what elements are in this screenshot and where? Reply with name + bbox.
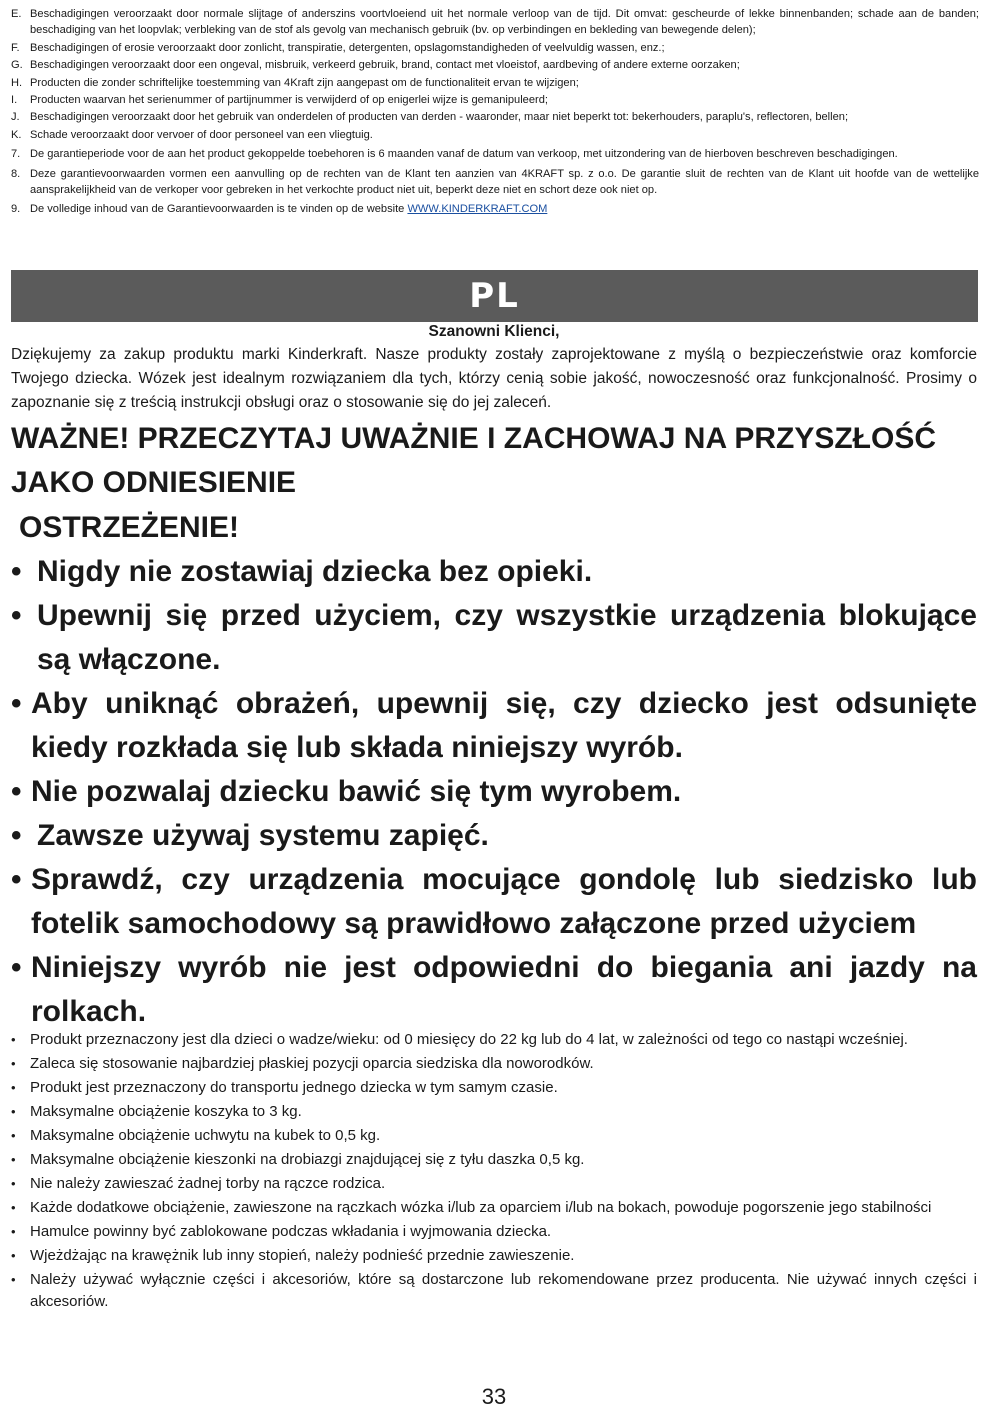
warning-item: • Upewnij się przed użyciem, czy wszystkie urządzenia blokujące są włączone. bbox=[11, 594, 977, 682]
bullet-icon: • bbox=[11, 1176, 16, 1191]
bullet-icon: • bbox=[11, 1056, 16, 1071]
bullet-icon: • bbox=[11, 687, 22, 720]
nl-warranty-list bbox=[11, 6, 979, 218]
important-heading: WAŻNE! PRZECZYTAJ UWAŻNIE I ZACHOWAJ NA PRZYSZŁOŚĆ JAKO ODNIESIENIE bbox=[11, 422, 937, 499]
page-number: 33 bbox=[481, 1384, 507, 1409]
bullet-icon: • bbox=[11, 1080, 16, 1095]
bullet-icon: • bbox=[11, 1224, 16, 1239]
warning-item: • Niniejszy wyrób nie jest odpowiedni do biegania ani jazdy na rolkach. bbox=[11, 946, 977, 1034]
warnings-list bbox=[11, 550, 977, 1034]
list-item: G. Beschadigingen veroorzaakt door een ongeval, misbruik, verkeerd gebruik, brand, contact met vloeistof, aardbeving of andere externe oorzaken; bbox=[11, 59, 740, 72]
bullet-icon: • bbox=[11, 1128, 16, 1143]
list-item: • Produkt jest przeznaczony do transportu jednego dziecka w tym samym czasie. bbox=[11, 1077, 977, 1099]
bullet-icon: • bbox=[11, 775, 22, 808]
warning-heading: OSTRZEŻENIE! bbox=[19, 511, 240, 544]
bullet-icon: • bbox=[11, 1104, 16, 1119]
list-item: E. Beschadigingen veroorzaakt door normale slijtage of anderszins voortvloeiend uit het normale verloop van de tijd. Dit omvat: gescheurde of lekke binnenbanden; schade aan de banden; beschadiging van het loopvlak; verbleking van de stof als gevolg van mechanisch gebruik (bv. op verbindingen en bekleding van bewegende delen); bbox=[11, 8, 979, 37]
bullet-icon: • bbox=[11, 819, 22, 852]
warning-item: • Nigdy nie zostawiaj dziecka bez opieki. bbox=[11, 550, 977, 594]
list-item: • Hamulce powinny być zablokowane podczas wkładania i wyjmowania dziecka. bbox=[11, 1221, 977, 1243]
bullet-icon: • bbox=[11, 1032, 16, 1047]
bullet-icon: • bbox=[11, 599, 22, 632]
website-sentence: De volledige inhoud van de Garantievoorwaarden is te vinden op de website bbox=[30, 203, 408, 216]
greeting: Szanowni Klienci, bbox=[428, 323, 560, 340]
intro-paragraph: Dziękujemy za zakup produktu marki Kinderkraft. Nasze produkty zostały zaprojektowane z myślą o bezpieczeństwie oraz komforcie Twojego dziecka. Wózek jest idealnym rozwiązaniem dla tych, którzy cenią sobie jakość, nowoczesność oraz funkcjonalność. Prosimy o zapoznanie się z treścią instrukcji obsługi oraz o stosowanie się do jej zaleceń. bbox=[11, 346, 977, 411]
warning-item: • Nie pozwalaj dziecku bawić się tym wyrobem. bbox=[11, 770, 977, 814]
list-item: K. Schade veroorzaakt door vervoer of door personeel van een vliegtuig. bbox=[11, 128, 373, 141]
list-item: • Nie należy zawieszać żadnej torby na rączce rodzica. bbox=[11, 1173, 977, 1195]
warning-item: • Zawsze używaj systemu zapięć. bbox=[11, 814, 977, 858]
banner-label: PL bbox=[469, 276, 520, 316]
list-item: 9. De volledige inhoud van de Garantievoorwaarden is te vinden op de website WWW.KINDERKRAFT.COM bbox=[11, 203, 548, 216]
language-banner bbox=[11, 270, 978, 322]
bullet-icon: • bbox=[11, 863, 22, 896]
list-item: • Należy używać wyłącznie części i akcesoriów, które są dostarczone lub rekomendowane przez producenta. Nie używać innych części i akcesoriów. bbox=[11, 1271, 977, 1310]
bullet-icon: • bbox=[11, 951, 22, 984]
list-item: • Produkt przeznaczony jest dla dzieci o wadze/wieku: od 0 miesięcy do 22 kg lub do 4 lat, w zależności od tego co nastąpi wcześniej. bbox=[11, 1029, 977, 1051]
list-item: • Wjeżdżając na krawężnik lub inny stopień, należy podnieść przednie zawieszenie. bbox=[11, 1245, 977, 1267]
list-item: • Maksymalne obciążenie uchwytu na kubek to 0,5 kg. bbox=[11, 1125, 977, 1147]
bullet-icon: • bbox=[11, 1272, 16, 1287]
website-link[interactable]: WWW.KINDERKRAFT.COM bbox=[407, 203, 548, 216]
warning-item: • Sprawdź, czy urządzenia mocujące gondolę lub siedzisko lub fotelik samochodowy są prawidłowo załączone przed użyciem bbox=[11, 858, 977, 946]
list-item: • Zaleca się stosowanie najbardziej płaskiej pozycji oparcia siedziska dla noworodków. bbox=[11, 1053, 977, 1075]
list-item: • Każde dodatkowe obciążenie, zawieszone na rączkach wózka i/lub za oparciem i/lub na bokach, powoduje pogorszenie jego stabilności bbox=[11, 1197, 977, 1219]
list-item: H. Producten die zonder schriftelijke toestemming van 4Kraft zijn aangepast om de functionaliteit ervan te wijzigen; bbox=[11, 76, 579, 89]
bullet-icon: • bbox=[11, 1152, 16, 1167]
bullet-icon: • bbox=[11, 555, 22, 588]
list-item: I. Producten waarvan het serienummer of partijnummer is verwijderd of op enigerlei wijze is gemanipuleerd; bbox=[11, 94, 548, 107]
notes-list bbox=[11, 1029, 977, 1315]
list-item: • Maksymalne obciążenie kieszonki na drobiazgi znajdującej się z tyłu daszka 0,5 kg. bbox=[11, 1149, 977, 1171]
list-item: 7. De garantieperiode voor de aan het product gekoppelde toebehoren is 6 maanden vanaf de datum van verkoop, met uitzondering van de hierboven beschreven beschadigingen. bbox=[11, 148, 898, 161]
warning-item: • Aby uniknąć obrażeń, upewnij się, czy dziecko jest odsunięte kiedy rozkłada się lub składa niniejszy wyrób. bbox=[11, 682, 977, 770]
list-item: 8. Deze garantievoorwaarden vormen een aanvulling op de rechten van de Klant ten aanzien van 4KRAFT sp. z o.o. De garantie sluit de rechten van de Klant uit hoofde van de wettelijke aansprakelijkheid van de verkoper voor gebreken in het verkochte product niet uit, beperkt deze niet en schort deze ook niet op. bbox=[11, 167, 979, 197]
list-item: F. Beschadigingen of erosie veroorzaakt door zonlicht, transpiratie, detergenten, opslagomstandigheden of veelvuldig wassen, enz.; bbox=[11, 41, 665, 54]
bullet-icon: • bbox=[11, 1200, 16, 1215]
list-item: • Maksymalne obciążenie koszyka to 3 kg. bbox=[11, 1101, 977, 1123]
list-item: J. Beschadigingen veroorzaakt door het gebruik van onderdelen of producten van derden - waaronder, maar niet beperkt tot: bekerhouders, paraplu's, reflectoren, bellen; bbox=[11, 111, 849, 124]
bullet-icon: • bbox=[11, 1248, 16, 1263]
